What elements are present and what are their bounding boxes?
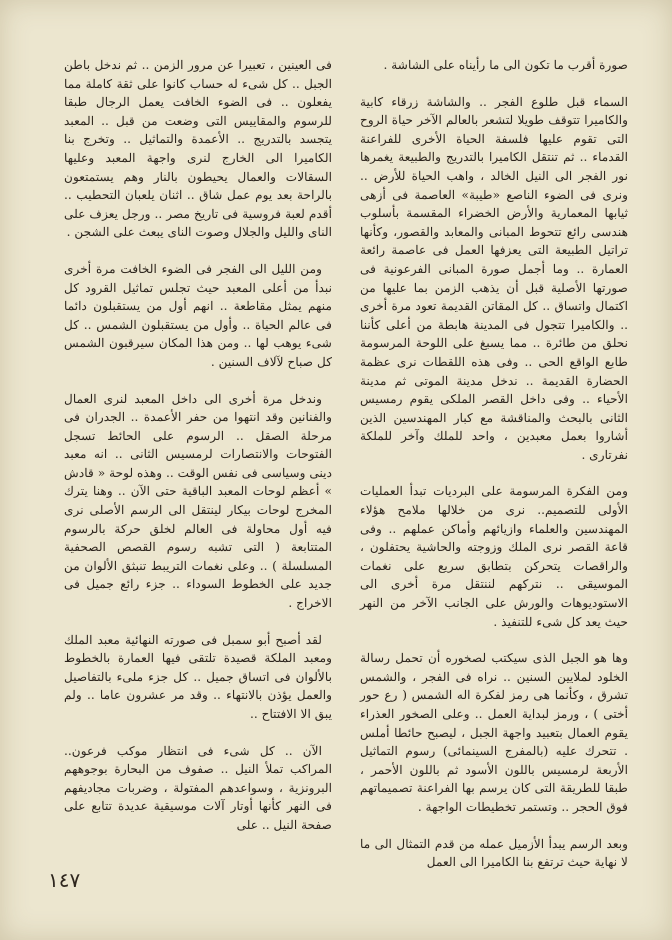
paragraph-gap [360, 631, 628, 649]
paragraph-gap [64, 242, 332, 260]
paragraph: وندخل مرة أخرى الى داخل المعبد لنرى العمال والفنانين وقد انتهوا من حفر الأعمدة .. الجدران فى مرحلة الصقل .. الرسوم على الحائط تسجل الفتوحات والانتصارات لرمسيس الثانى .. انه معبد دينى وسياسى فى نفس الوقت .. وهذه لوحة « قادش » أعظم لوحات المعبد الباقية حتى الآن .. وهنا يترك المخرج لوحات بيكار لينتقل الى الرسم الأصلى نرى فيه أول محاولة فى العالم لخلق حركة بالرسوم المتتابعة ( التى تشبه رسوم القصص الصحفية المسلسلة ) .. وعلى نغمات التريبط تنبثق الألوان من جديد على الخطوط السوداء .. جزء رائع جميل فى الاخراج . [64, 391, 332, 611]
right-column [360, 56, 628, 872]
paragraph: وبعد الرسم يبدأ الأزميل عمله من قدم التمثال الى ما لا نهاية حيث ترتفع بنا الكاميرا الى العمل [360, 836, 628, 870]
paragraph-gap [360, 817, 628, 835]
left-column [64, 56, 332, 835]
paragraph: لقد أصبح أبو سمبل فى صورته النهائية معبد الملك ومعبد الملكة قصيدة تلتقى فيها العمارة بالخطوط بالألوان فى اتساق جميل .. كل جزء ملىء بالتفاصيل والعمل يؤذن بالانتهاء .. وقد مر عشرون عاما .. ولم يبق الا الافتتاح .. [64, 632, 332, 721]
paragraph: وها هو الجبل الذى سيكتب لصخوره أن تحمل رسالة الخلود لملايين السنين .. نراه فى الفجر ، والشمس تشرق ، وكأنما هى رمز لفكرة اله الشمس ( رع حور أختى ) ، ورمز لبداية العمل .. وعلى الصخور العذراء يقوم العمال بتعبيد واجهة الجبل ، ليصبح حائطا أملس . تتحرك عليه (بالمفرج السينمائى) رسوم التماثيل الأربعة لرمسيس باللون الأسود ثم باللون الأحمر ، طبقا للطريقة التى كان يرسم بها الفراعنة تصميماتهم فوق الحجر .. وتستمر تخطيطات الواجهة . [360, 651, 628, 814]
paragraph-gap [360, 75, 628, 93]
page-number: ١٤٧ [48, 868, 81, 892]
paragraph: السماء قبل طلوع الفجر .. والشاشة زرقاء كابية والكاميرا تتوقف طويلا لتشعر بالعالم الآخر حياة الروح التى تقوم عليها فلسفة الحياة الأخرى للفراعنة القدماء .. ثم تنتقل الكاميرا بالتدريج والطبيعة يغمرها نور الفجر الى النيل الخالد ، واهب الحياة للأرض .. ونرى فى الضوء الناصع «طيبة» العاصمة فى أزهى ثيابها المعمارية والأرض الخضراء المقسمة بأسلوب هندسى رائع تتحوط المبانى والمعابد والقصور، وكأنها تراتيل الطبيعة التى يعزفها العمل فى عاصمة رائعة العمارة .. وما أجمل صورة المبانى الفرعونية فى صورتها الأصلية قبل أن يذهب الزمن بما عليها من اكتمال واتساق .. كل المقاتن القديمة تعود مرة أخرى .. والكاميرا تتجول فى المدينة هابطة من أعلى كأننا نحلق من طائرة .. مما يسبغ على اللوحة المرسومة طابع الواقع الحى .. وفى هذه اللقطات نرى عظمة الحضارة القديمة .. ندخل مدينة الموتى ثم مدينة الأحياء .. وفى داخل القصر الملكى يقوم رمسيس الثانى بالبحث والمناقشة مع كبار المهندسين الذين أشاروا بعمل معبدين ، واحد للملك وآخر للملكة نفرتارى . [360, 94, 628, 462]
paragraph-gap [64, 613, 332, 631]
paragraph: فى العينين ، تعبيرا عن مرور الزمن .. ثم ندخل باطن الجبل .. كل شىء له حساب كانوا على ثقة كاملة مما يفعلون .. فى الضوء الخافت يعمل الرجال طبقا للرسوم والمقاييس التى وضعت من قبل .. المعبد يتجسد بالتدريج .. الأعمدة والتماثيل .. وتخرج بنا الكاميرا الى الخارج لنرى واجهة المعبد وعليها السقالات والعمال يحيطون بالنار وهم يستمتعون بالراحة بعد يوم عمل شاق .. اثنان يلعبان التحطيب .. أقدم لعبة فروسية فى تاريخ مصر .. ورجل يعزف على الناى والليل والجلال وصوت الناى يبعث على الشجن . [64, 58, 332, 240]
paragraph: ومن الفكرة المرسومة على البرديات تبدأ العمليات الأولى للتصميم.. نرى من خلالها ملامح هؤلاء المهندسين والعلماء وازيائهم وأماكن عملهم .. وفى قاعة القصر نرى الملك وزوجته والحاشية يحتفلون ، والراقصات يتحركن بتطابق سريع على نغمات الموسيقى .. نتركهم لننتقل مرة أخرى الى الاستوديوهات والورش على الجانب الآخر من النهر حيث يعد كل شىء للتنفيذ . [360, 484, 628, 629]
paragraph: الآن .. كل شىء فى انتظار موكب فرعون.. المراكب تملأ النيل .. صفوف من البحارة بوجوههم البرونزية ، وسواعدهم المفتولة ، وضربات مجاديفهم فى النهر كأنها أوتار آلات موسيقية عديدة تتابع على صفحة النيل .. على [64, 743, 332, 832]
paragraph: ومن الليل الى الفجر فى الضوء الخافت مرة أخرى نبدأ من أعلى المعبد حيث تجلس تماثيل القرود كل منهم يمثل مقاطعة .. انهم أول من يستقبلون دائما فى عالم الحياة .. وأول من يستقبلون الشمس .. كل شىء يوهب لها .. ومن هذا المكان سيرقبون الشمس كل صباح لآلاف السنين . [64, 261, 332, 369]
paragraph-gap [360, 464, 628, 482]
paragraph: صورة أقرب ما تكون الى ما رأيناه على الشاشة . [383, 58, 628, 72]
paragraph-gap [64, 724, 332, 742]
paragraph-gap [64, 372, 332, 390]
